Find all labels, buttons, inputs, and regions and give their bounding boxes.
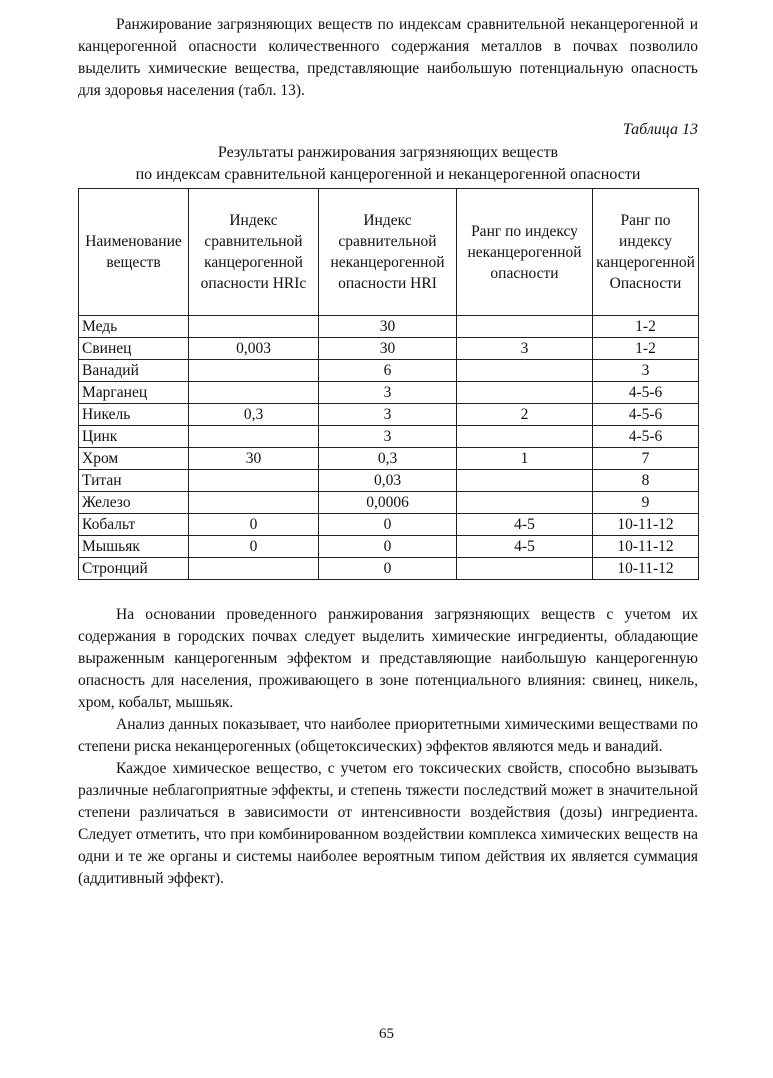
table-cell: 10-11-12 <box>593 536 699 558</box>
table-cell <box>189 558 319 580</box>
table-cell <box>189 382 319 404</box>
table-cell: 0 <box>319 536 457 558</box>
substance-name-cell: Медь <box>79 316 189 338</box>
table-cell <box>189 426 319 448</box>
substance-name-cell: Мышьяк <box>79 536 189 558</box>
table-cell <box>457 426 593 448</box>
table-cell: 7 <box>593 448 699 470</box>
table-cell: 0 <box>319 558 457 580</box>
table-cell: 0 <box>189 514 319 536</box>
substance-name-cell: Титан <box>79 470 189 492</box>
paragraph-analysis: Анализ данных показывает, что наиболее приоритетными химическими веществами по степени риска неканцерогенных (общетоксических) эффектов являются медь и ванадий. <box>78 716 698 755</box>
table-cell: 10-11-12 <box>593 514 699 536</box>
header-noncarcinogenic-index: Индекс сравнительной неканцерогенной опасности HRI <box>319 189 457 316</box>
table-cell: 0,0006 <box>319 492 457 514</box>
table-cell: 2 <box>457 404 593 426</box>
table-cell: 30 <box>189 448 319 470</box>
table-cell: 3 <box>593 360 699 382</box>
table-cell: 0,03 <box>319 470 457 492</box>
table-cell: 0,3 <box>189 404 319 426</box>
table-row <box>79 316 699 338</box>
substance-name-cell: Марганец <box>79 382 189 404</box>
substance-name-cell: Цинк <box>79 426 189 448</box>
table-row <box>79 558 699 580</box>
table-cell: 4-5-6 <box>593 382 699 404</box>
table-cell: 8 <box>593 470 699 492</box>
table-cell: 0,3 <box>319 448 457 470</box>
table-cell <box>457 492 593 514</box>
table-cell: 4-5-6 <box>593 426 699 448</box>
table-cell: 1 <box>457 448 593 470</box>
table-cell <box>189 470 319 492</box>
table-caption-line1: Результаты ранжирования загрязняющих веществ <box>217 144 559 161</box>
header-carcinogenic-index: Индекс сравнительной канцерогенной опасности HRIc <box>189 189 319 316</box>
table-row <box>79 426 699 448</box>
table-row <box>79 404 699 426</box>
page-number: 65 <box>379 1026 394 1042</box>
table-cell: 30 <box>319 338 457 360</box>
header-substance-name: Наименование веществ <box>79 189 189 316</box>
table-cell <box>457 382 593 404</box>
table-cell: 3 <box>319 404 457 426</box>
table-cell: 0 <box>319 514 457 536</box>
table-cell <box>457 470 593 492</box>
table-row <box>79 382 699 404</box>
table-cell: 0 <box>189 536 319 558</box>
table-cell <box>457 316 593 338</box>
body-text <box>78 604 698 890</box>
substance-name-cell: Никель <box>79 404 189 426</box>
table-header-row <box>79 189 699 316</box>
substance-name-cell: Свинец <box>79 338 189 360</box>
table-row <box>79 448 699 470</box>
substance-name-cell: Хром <box>79 448 189 470</box>
table-cell: 1-2 <box>593 316 699 338</box>
table-cell: 3 <box>319 382 457 404</box>
header-carcinogenic-rank: Ранг по индексу канцерогенной Опасности <box>593 189 699 316</box>
substance-name-cell: Стронций <box>79 558 189 580</box>
table-row <box>79 360 699 382</box>
table-cell: 1-2 <box>593 338 699 360</box>
table-cell: 4-5 <box>457 536 593 558</box>
substance-name-cell: Ванадий <box>79 360 189 382</box>
table-cell <box>457 558 593 580</box>
table-cell <box>457 360 593 382</box>
table-row <box>79 470 699 492</box>
table-caption-line2: по индексам сравнительной канцерогенной и неканцерогенной опасности <box>135 166 641 183</box>
table-cell: 3 <box>319 426 457 448</box>
table-cell <box>189 360 319 382</box>
table-cell <box>189 492 319 514</box>
paragraph-conclusion: На основании проведенного ранжирования загрязняющих веществ с учетом их содержания в городских почвах следует выделить химические ингредиенты, обладающие выраженным канцерогенным эффектом и представляющие наибольшую канцерогенную опасность для населения, проживающего в зоне потенциального влияния: свинец, никель, хром, кобальт, мышьяк. <box>78 606 698 711</box>
table-row <box>79 514 699 536</box>
table-row <box>79 338 699 360</box>
table-cell: 4-5 <box>457 514 593 536</box>
table-row <box>79 492 699 514</box>
table-cell: 6 <box>319 360 457 382</box>
table-cell: 30 <box>319 316 457 338</box>
table-cell: 4-5-6 <box>593 404 699 426</box>
table-cell <box>189 316 319 338</box>
substance-name-cell: Кобальт <box>79 514 189 536</box>
paragraph-effects: Каждое химическое вещество, с учетом его токсических свойств, способно вызывать различные неблагоприятные эффекты, и степень тяжести последствий может в значительной степени различаться в зависимости от интенсивности воздействия (дозы) ингредиента. Следует отметить, что при комбинированном воздействии комплекса химических веществ на одни и те же органы и системы наиболее вероятным типом действия их является суммация (аддитивный эффект). <box>78 760 698 887</box>
table-cell: 9 <box>593 492 699 514</box>
table-cell: 10-11-12 <box>593 558 699 580</box>
intro-paragraph: Ранжирование загрязняющих веществ по индексам сравнительной неканцерогенной и канцерогенной опасности количественного содержания металлов в почвах позволило выделить химические вещества, представляющие наибольшую потенциальную опасность для здоровья населения (табл. 13). <box>78 16 698 99</box>
table-cell: 0,003 <box>189 338 319 360</box>
table-body <box>79 316 699 580</box>
ranking-table <box>78 188 699 580</box>
page-content <box>78 14 698 890</box>
table-cell: 3 <box>457 338 593 360</box>
table-row <box>79 536 699 558</box>
table-number-label: Таблица 13 <box>622 121 698 138</box>
substance-name-cell: Железо <box>79 492 189 514</box>
header-noncarcinogenic-rank: Ранг по индексу неканцерогенной опасности <box>457 189 593 316</box>
